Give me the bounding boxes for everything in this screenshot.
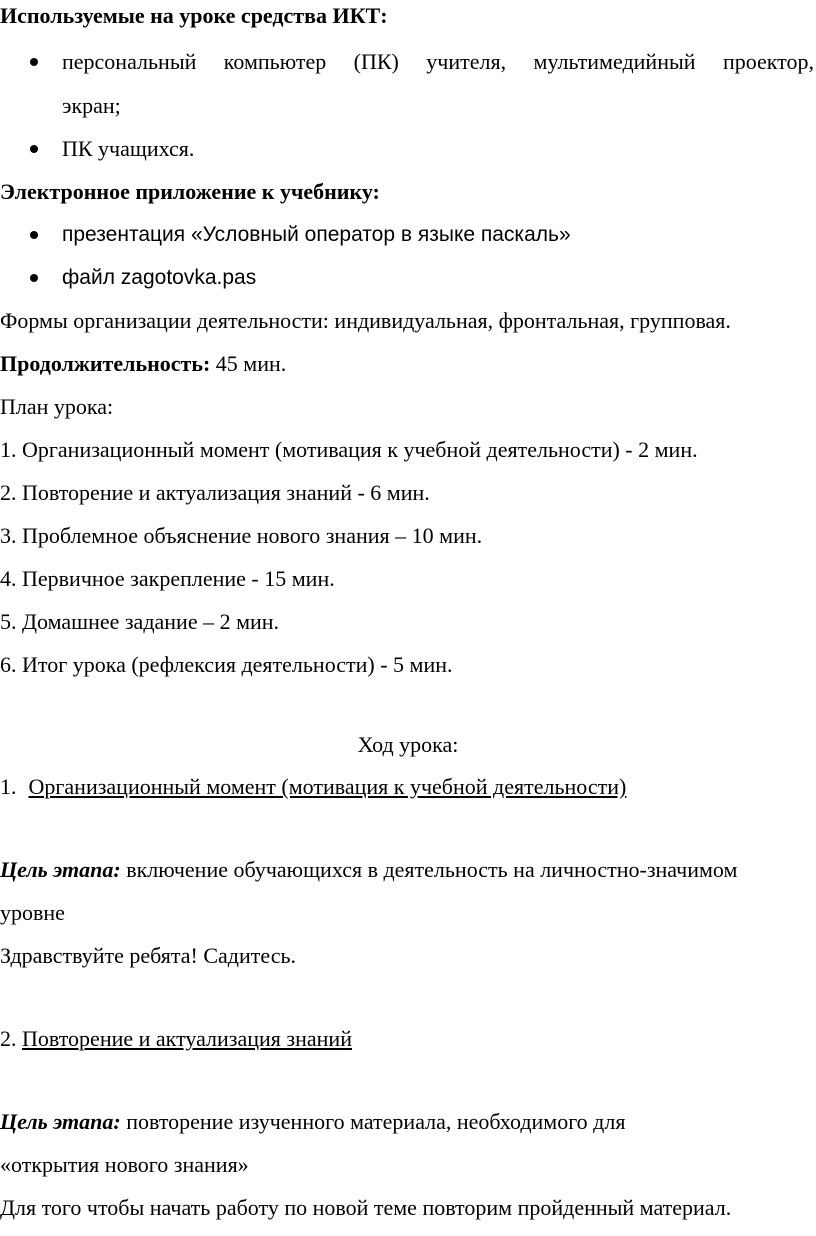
eapp-item-presentation: презентация «Условный оператор в языке паскаль» [62,223,571,246]
goal-label: Цель этапа: [0,1109,121,1134]
stage1-goal-continuation: уровне [0,900,65,925]
stage1-number: 1. [0,774,17,799]
eapp-item-file: файл zagotovka.pas [62,266,257,289]
plan-item: 3. Проблемное объяснение нового знания – 10 мин. [0,523,483,548]
stage1-goal-line [0,856,737,884]
ict-heading: Используемые на уроке средства ИКТ: [0,3,388,28]
plan-item: 5. Домашнее задание – 2 мин. [0,609,280,634]
ict-item-pc-projector: персональный компьютер (ПК) учителя, мультимедийный проектор, [62,49,814,74]
eapp-heading: Электронное приложение к учебнику: [0,179,380,204]
plan-item: 1. Организационный момент (мотивация к учебной деятельности) - 2 мин. [0,437,698,462]
plan-item: 6. Итог урока (рефлексия деятельности) - 5 мин. [0,652,453,677]
bullet-icon [30,145,38,153]
duration-line [0,350,286,378]
duration-value: 45 мин. [210,351,287,376]
bullet-icon [30,231,38,239]
ict-item-screen: экран; [62,93,121,118]
duration-label: Продолжительность: [0,351,211,376]
stage2-goal: повторение изученного материала, необходимого для [120,1109,626,1134]
stage2-title: Повторение и актуализация знаний [22,1026,352,1051]
stage2-goal-line [0,1108,625,1136]
bullet-icon [30,274,38,282]
plan-item: 2. Повторение и актуализация знаний - 6 мин. [0,480,430,505]
stage2-goal-continuation: «открытия нового знания» [0,1152,249,1177]
stage1-heading [0,773,626,801]
stage2-number: 2. [0,1026,22,1051]
stage1-title: Организационный момент (мотивация к учебной деятельности) [28,774,627,799]
final-line: Для того чтобы начать работу по новой теме повторим пройденный материал. [0,1195,732,1220]
stage2-heading [0,1025,352,1053]
plan-heading: План урока: [0,394,114,419]
ict-item-student-pc: ПК учащихся. [62,136,195,161]
activity-forms: Формы организации деятельности: индивидуальная, фронтальная, групповая. [0,308,731,333]
plan-item: 4. Первичное закрепление - 15 мин. [0,566,335,591]
course-heading: Ход урока: [357,732,459,757]
bullet-icon [30,58,38,66]
goal-label: Цель этапа: [0,857,121,882]
greeting: Здравствуйте ребята! Садитесь. [0,943,296,968]
stage1-goal: включение обучающихся в деятельность на личностно-значимом [120,857,738,882]
